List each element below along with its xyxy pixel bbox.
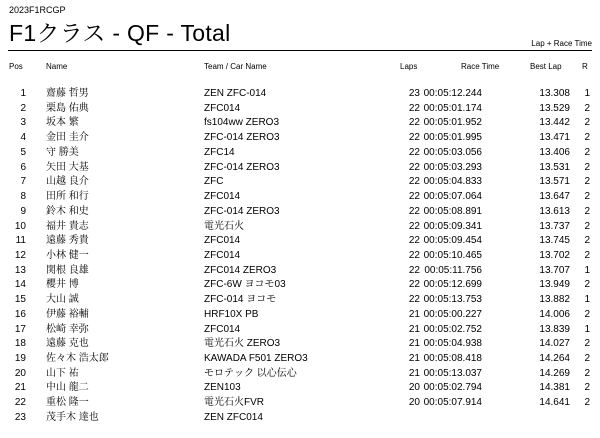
table-row (0, 397, 600, 408)
best-lap-cell: 13.745 (539, 235, 570, 247)
table-row (0, 338, 600, 349)
best-lap-cell: 13.882 (539, 294, 570, 306)
laps-cell: 22 (408, 161, 420, 173)
table-row (0, 221, 600, 232)
table-row (0, 88, 600, 99)
rank-cell: 2 (584, 146, 590, 158)
pos-cell: 5 (20, 146, 26, 158)
laps-cell: 22 (408, 117, 420, 129)
laps-cell: 21 (408, 323, 420, 335)
rank-cell: 1 (584, 88, 590, 99)
best-lap-cell: 13.737 (539, 220, 570, 232)
race-time-cell: 00:05:04.833 (423, 176, 482, 188)
race-time-cell: 00:05:10.465 (423, 249, 482, 261)
driver-name-cell: 重松 隆一 (46, 397, 89, 409)
driver-name-cell: 中山 龍二 (46, 382, 89, 394)
table-row (0, 250, 600, 261)
pos-cell: 23 (14, 411, 26, 423)
best-lap-cell: 13.702 (539, 249, 570, 261)
team-car-cell: ZFC014 ZERO3 (204, 264, 277, 276)
column-header-laps: Laps (400, 62, 418, 71)
header-divider (8, 50, 592, 51)
best-lap-cell: 14.269 (539, 367, 570, 379)
laps-cell: 20 (408, 382, 420, 394)
laps-cell: 22 (408, 191, 420, 202)
team-car-cell: fs104ww ZERO3 (204, 117, 280, 129)
subtitle: Lap + Race Time (531, 39, 592, 48)
laps-cell: 21 (408, 353, 420, 364)
driver-name-cell: 田所 和行 (46, 191, 89, 202)
race-time-cell: 00:05:07.914 (423, 397, 482, 409)
rank-cell: 2 (584, 176, 590, 188)
pos-cell: 20 (14, 367, 26, 379)
column-header-rank: R (582, 62, 588, 71)
driver-name-cell: 坂本 繁 (46, 117, 79, 129)
race-time-cell: 00:05:12.244 (423, 88, 482, 99)
best-lap-cell: 13.471 (539, 132, 570, 144)
rank-cell: 2 (584, 161, 590, 173)
laps-cell: 22 (408, 132, 420, 144)
best-lap-cell: 13.442 (539, 117, 570, 129)
race-time-cell: 00:05:08.418 (423, 353, 482, 364)
pos-cell: 18 (14, 338, 26, 350)
best-lap-cell: 14.027 (539, 338, 570, 350)
table-row (0, 368, 600, 379)
driver-name-cell: 大山 誠 (46, 294, 79, 306)
pos-cell: 17 (14, 323, 26, 335)
table-row (0, 147, 600, 158)
rank-cell: 2 (584, 279, 590, 291)
race-time-cell: 00:05:08.891 (423, 205, 482, 217)
laps-cell: 22 (408, 235, 420, 247)
rank-cell: 2 (584, 117, 590, 129)
race-time-cell: 00:05:02.794 (423, 382, 482, 394)
table-row (0, 382, 600, 393)
driver-name-cell: 山越 良介 (46, 176, 89, 188)
driver-name-cell: 山下 祐 (46, 367, 79, 379)
team-car-cell: モロテック 以心伝心 (204, 367, 297, 379)
rank-cell: 2 (584, 235, 590, 247)
best-lap-cell: 13.406 (539, 146, 570, 158)
pos-cell: 6 (20, 161, 26, 173)
driver-name-cell: 櫻井 博 (46, 279, 79, 291)
pos-cell: 22 (14, 397, 26, 409)
pos-cell: 15 (14, 294, 26, 306)
best-lap-cell: 13.571 (539, 176, 570, 188)
driver-name-cell: 齋藤 哲男 (46, 88, 89, 99)
team-car-cell: 電光石火 (204, 220, 244, 232)
driver-name-cell: 福井 貴志 (46, 220, 89, 232)
driver-name-cell: 松崎 幸弥 (46, 323, 89, 335)
race-time-cell: 00:05:03.056 (423, 146, 482, 158)
rank-cell: 2 (584, 353, 590, 364)
best-lap-cell: 13.707 (539, 264, 570, 276)
race-time-cell: 00:05:03.293 (423, 161, 482, 173)
driver-name-cell: 小林 健一 (46, 249, 89, 261)
best-lap-cell: 13.839 (539, 323, 570, 335)
team-car-cell: ZEN103 (204, 382, 241, 394)
race-time-cell: 00:05:01.174 (423, 102, 482, 114)
team-car-cell: ZFC-6W ヨコモ03 (204, 279, 286, 291)
pos-cell: 8 (20, 191, 26, 202)
table-row (0, 353, 600, 364)
laps-cell: 22 (408, 249, 420, 261)
table-row (0, 324, 600, 335)
driver-name-cell: 遠藤 秀貴 (46, 235, 89, 247)
laps-cell: 22 (408, 146, 420, 158)
team-car-cell: ZFC-014 ZERO3 (204, 161, 280, 173)
driver-name-cell: 遠藤 克也 (46, 338, 89, 350)
team-car-cell: ZFC014 (204, 249, 241, 261)
rank-cell: 2 (584, 220, 590, 232)
laps-cell: 20 (408, 397, 420, 409)
table-row (0, 132, 600, 143)
laps-cell: 22 (408, 294, 420, 306)
driver-name-cell: 守 勝美 (46, 146, 79, 158)
best-lap-cell: 14.006 (539, 308, 570, 320)
race-time-cell: 00:05:00.227 (423, 308, 482, 320)
race-time-cell: 00:05:01.952 (423, 117, 482, 129)
pos-cell: 9 (20, 205, 26, 217)
table-row (0, 176, 600, 187)
column-header-race-time: Race Time (461, 62, 500, 71)
race-time-cell: 00:05:01.995 (423, 132, 482, 144)
team-car-cell: ZEN ZFC-014 (204, 88, 267, 99)
team-car-cell: HRF10X PB (204, 308, 259, 320)
rank-cell: 2 (584, 308, 590, 320)
best-lap-cell: 13.529 (539, 102, 570, 114)
table-row (0, 309, 600, 320)
laps-cell: 23 (408, 88, 420, 99)
laps-cell: 22 (408, 264, 420, 276)
pos-cell: 10 (14, 220, 26, 232)
driver-name-cell: 伊藤 裕輔 (46, 308, 89, 320)
race-time-cell: 00:05:11.756 (424, 264, 482, 276)
laps-cell: 22 (408, 205, 420, 217)
table-row (0, 117, 600, 128)
team-car-cell: ZFC (204, 176, 224, 188)
table-row (0, 191, 600, 202)
table-row (0, 206, 600, 217)
pos-cell: 12 (14, 249, 26, 261)
race-time-cell: 00:05:02.752 (423, 323, 482, 335)
race-time-cell: 00:05:13.037 (423, 367, 482, 379)
table-row (0, 279, 600, 290)
laps-cell: 21 (408, 367, 420, 379)
best-lap-cell: 14.641 (539, 397, 570, 409)
race-time-cell: 00:05:13.753 (423, 294, 482, 306)
team-car-cell: ZFC-014 ヨコモ (204, 294, 277, 306)
team-car-cell: KAWADA F501 ZERO3 (204, 353, 308, 364)
race-time-cell: 00:05:09.341 (423, 220, 482, 232)
pos-cell: 13 (14, 264, 26, 276)
table-row (0, 103, 600, 114)
table-row (0, 412, 600, 423)
laps-cell: 22 (408, 279, 420, 291)
best-lap-cell: 13.949 (539, 279, 570, 291)
race-time-cell: 00:05:07.064 (423, 191, 482, 202)
rank-cell: 2 (584, 102, 590, 114)
rank-cell: 2 (584, 397, 590, 409)
rank-cell: 2 (584, 205, 590, 217)
best-lap-cell: 14.264 (539, 353, 570, 364)
pos-cell: 7 (20, 176, 26, 188)
best-lap-cell: 13.613 (539, 205, 570, 217)
driver-name-cell: 茂手木 達也 (46, 411, 99, 423)
driver-name-cell: 鈴木 和史 (46, 205, 89, 217)
driver-name-cell: 関根 良雄 (46, 264, 89, 276)
event-label: 2023F1RCGP (9, 5, 66, 15)
rank-cell: 2 (584, 382, 590, 394)
laps-cell: 21 (408, 338, 420, 350)
pos-cell: 3 (20, 117, 26, 129)
pos-cell: 1 (20, 88, 26, 99)
page-title: F1クラス - QF - Total (9, 20, 231, 46)
column-header-best-lap: Best Lap (530, 62, 562, 71)
team-car-cell: ZFC-014 ZERO3 (204, 205, 280, 217)
pos-cell: 19 (14, 353, 26, 364)
column-header-name: Name (46, 62, 68, 71)
team-car-cell: 電光石火 ZERO3 (204, 338, 281, 350)
team-car-cell: ZFC014 (204, 323, 241, 335)
laps-cell: 22 (408, 220, 420, 232)
pos-cell: 14 (14, 279, 26, 291)
laps-cell: 21 (408, 308, 420, 320)
best-lap-cell: 14.381 (539, 382, 570, 394)
column-header-team: Team / Car Name (204, 62, 267, 71)
best-lap-cell: 13.531 (539, 161, 570, 173)
rank-cell: 2 (584, 191, 590, 202)
best-lap-cell: 13.308 (539, 88, 570, 99)
driver-name-cell: 佐々木 浩太郎 (46, 353, 109, 364)
driver-name-cell: 栗島 佑典 (46, 102, 89, 114)
driver-name-cell: 金田 圭介 (46, 132, 89, 144)
pos-cell: 11 (15, 235, 26, 247)
race-time-cell: 00:05:09.454 (423, 235, 482, 247)
table-row (0, 162, 600, 173)
pos-cell: 2 (20, 102, 26, 114)
rank-cell: 2 (584, 249, 590, 261)
laps-cell: 22 (408, 176, 420, 188)
team-car-cell: ZFC014 (204, 235, 241, 247)
team-car-cell: ZFC14 (204, 146, 235, 158)
race-time-cell: 00:05:12.699 (423, 279, 482, 291)
team-car-cell: ZFC014 (204, 102, 241, 114)
pos-cell: 4 (20, 132, 26, 144)
team-car-cell: ZFC-014 ZERO3 (204, 132, 280, 144)
table-row (0, 235, 600, 246)
team-car-cell: 電光石火FVR (204, 397, 264, 409)
rank-cell: 2 (584, 338, 590, 350)
pos-cell: 21 (14, 382, 26, 394)
team-car-cell: ZEN ZFC014 (204, 411, 263, 423)
table-row (0, 294, 600, 305)
table-row (0, 265, 600, 276)
rank-cell: 2 (584, 132, 590, 144)
laps-cell: 22 (408, 102, 420, 114)
best-lap-cell: 13.647 (539, 191, 570, 202)
driver-name-cell: 矢田 大基 (46, 161, 89, 173)
rank-cell: 1 (584, 323, 590, 335)
column-header-pos: Pos (9, 62, 23, 71)
rank-cell: 1 (584, 264, 590, 276)
rank-cell: 1 (584, 294, 590, 306)
team-car-cell: ZFC014 (204, 191, 241, 202)
race-time-cell: 00:05:04.938 (423, 338, 482, 350)
pos-cell: 16 (14, 308, 26, 320)
rank-cell: 2 (584, 367, 590, 379)
